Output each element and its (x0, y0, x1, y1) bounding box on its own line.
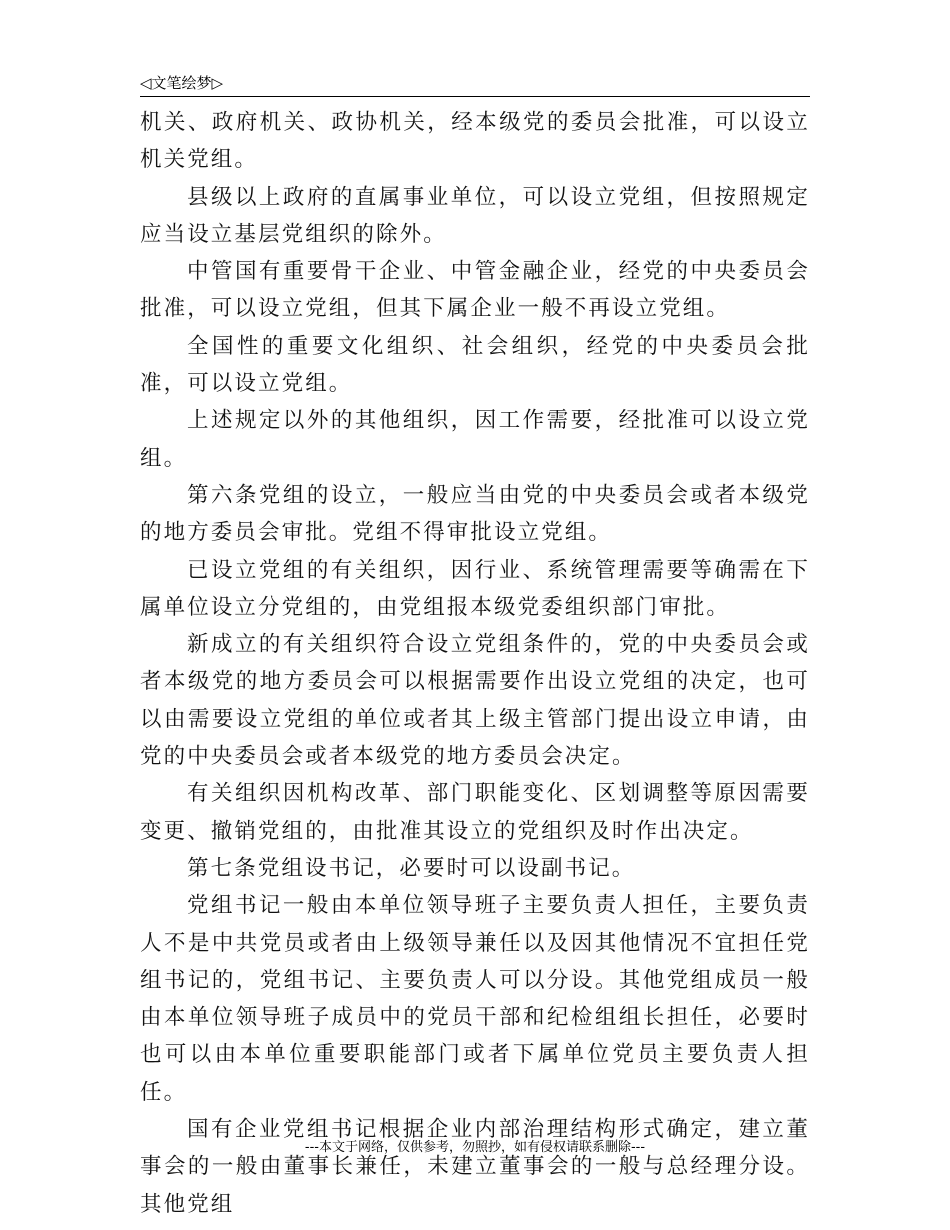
page-header (140, 72, 810, 97)
page-footer: ---本文于网络，仅供参考，勿照抄，如有侵权请联系删除--- (304, 1140, 646, 1155)
paragraph: 党组书记一般由本单位领导班子主要负责人担任，主要负责人不是中共党员或者由上级领导兼任以及因其他情况不宜担任党组书记的，党组书记、主要负责人可以分设。其他党组成员一般由本单位领导班子成员中的党员干部和纪检组组长担任，必要时也可以由本单位重要职能部门或者下属单位党员主要负责人担任。 (140, 893, 810, 1105)
paragraph: 有关组织因机构改革、部门职能变化、区划调整等原因需要变更、撤销党组的，由批准其设立的党组织及时作出决定。 (140, 781, 810, 844)
document-body (140, 104, 810, 1223)
paragraph: 县级以上政府的直属事业单位，可以设立党组，但按照规定应当设立基层党组织的除外。 (140, 184, 810, 247)
paragraph: 新成立的有关组织符合设立党组条件的，党的中央委员会或者本级党的地方委员会可以根据需要作出设立党组的决定，也可以由需要设立党组的单位或者其上级主管部门提出设立申请，由党的中央委员会或者本级党的地方委员会决定。 (140, 632, 810, 770)
paragraph: 中管国有重要骨干企业、中管金融企业，经党的中央委员会批准，可以设立党组，但其下属企业一般不再设立党组。 (140, 259, 810, 322)
paragraph: 已设立党组的有关组织，因行业、系统管理需要等确需在下属单位设立分党组的，由党组报本级党委组织部门审批。 (140, 557, 810, 620)
paragraph: 上述规定以外的其他组织，因工作需要，经批准可以设立党组。 (140, 408, 810, 471)
paragraph: 第七条党组设书记，必要时可以设副书记。 (187, 855, 636, 881)
paragraph: 国有企业党组书记根据企业内部治理结构形式确定，建立董事会的一般由董事长兼任，未建立董事会的一般与总经理分设。其他党组 (140, 1117, 810, 1217)
paragraph: 机关、政府机关、政协机关，经本级党的委员会批准，可以设立机关党组。 (140, 110, 810, 173)
paragraph: 全国性的重要文化组织、社会组织，经党的中央委员会批准，可以设立党组。 (140, 333, 810, 397)
paragraph: 第六条党组的设立，一般应当由党的中央委员会或者本级党的地方委员会审批。党组不得审批设立党组。 (140, 482, 810, 546)
header-title: ◁文笔绘梦▷ (140, 74, 224, 92)
